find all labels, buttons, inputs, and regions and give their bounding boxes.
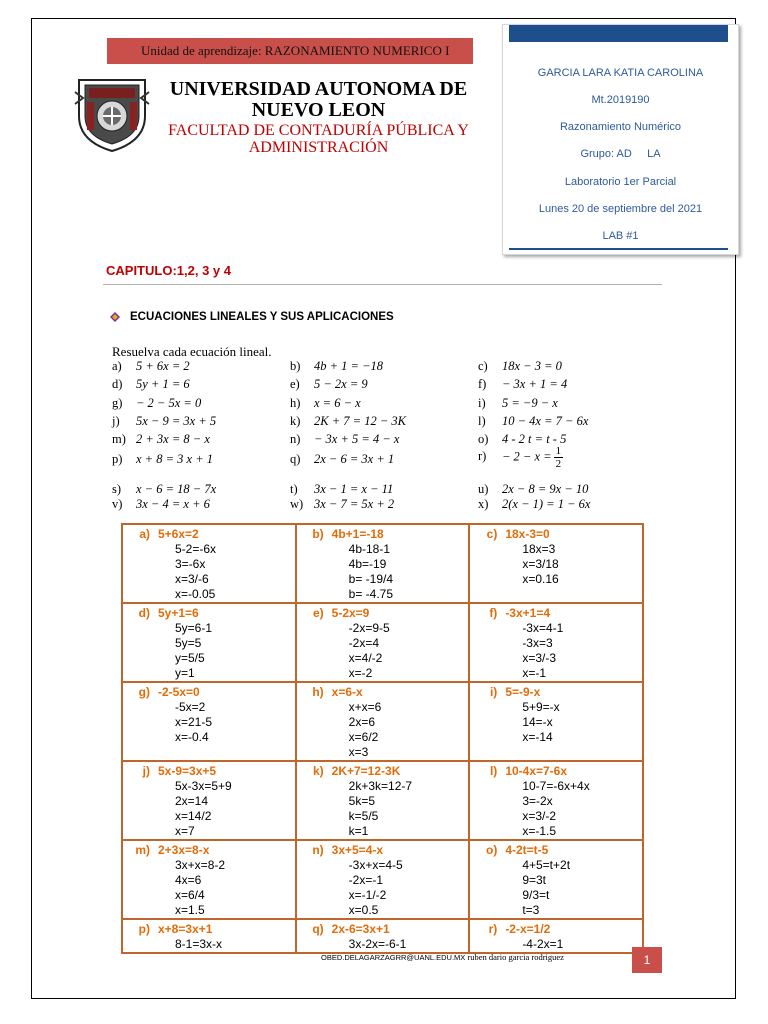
problem-item xyxy=(290,432,399,447)
solution-label: r) xyxy=(488,922,498,936)
solution-cell xyxy=(122,682,296,761)
solution-step: y=1 xyxy=(175,666,195,680)
solution-step: x=3/-6 xyxy=(175,572,209,586)
problem-equation: − 2 − x = xyxy=(502,449,552,464)
solution-label: n) xyxy=(312,843,324,857)
problem-label: d) xyxy=(112,377,123,391)
problem-item xyxy=(112,432,210,447)
solution-step: 10-7=-6x+4x xyxy=(522,779,590,793)
solution-step: x=0.16 xyxy=(522,572,559,586)
problem-label: i) xyxy=(478,396,486,410)
problem-label: u) xyxy=(478,482,489,496)
solution-step: 5y=6-1 xyxy=(175,621,213,635)
solution-step: 9=3t xyxy=(522,873,547,887)
solution-step: -2x=4 xyxy=(348,636,380,650)
solution-step: x=6/2 xyxy=(348,730,379,744)
problem-label: l) xyxy=(478,414,486,428)
solution-step: -2x=-1 xyxy=(348,873,384,887)
solution-equation: x=6-x xyxy=(331,685,363,699)
solution-step: 5-2=-6x xyxy=(175,542,217,556)
solution-step: x=21-5 xyxy=(175,715,213,729)
lab-title: Laboratorio 1er Parcial xyxy=(564,176,677,188)
problem-item xyxy=(290,377,368,392)
footer-author: ruben dario garcia rodriguez xyxy=(467,952,564,962)
instruction-text: Resuelva cada ecuación lineal. xyxy=(112,344,272,359)
problem-equation: x + 8 = 3 x + 1 xyxy=(136,452,214,466)
chapter-rule xyxy=(103,284,662,285)
lab-number: LAB #1 xyxy=(602,230,639,242)
solution-step: x=-0.4 xyxy=(175,730,209,744)
problem-label: r) xyxy=(478,449,487,464)
solution-heading xyxy=(297,843,469,858)
solution-step: 5+9=-x xyxy=(522,700,560,714)
problem-item xyxy=(112,497,210,512)
solution-heading xyxy=(470,764,642,779)
solution-cell xyxy=(469,603,643,682)
solution-cell xyxy=(469,524,643,603)
problem-label: o) xyxy=(478,432,489,446)
problem-label: e) xyxy=(290,377,300,391)
problem-equation: 2K + 7 = 12 − 3K xyxy=(314,414,406,428)
fraction-denominator: 2 xyxy=(555,458,562,470)
problem-item xyxy=(290,396,361,411)
solution-label: f) xyxy=(489,606,498,620)
problem-equation: 3x − 7 = 5x + 2 xyxy=(314,497,395,511)
solution-cell xyxy=(296,840,470,919)
solution-cell xyxy=(122,603,296,682)
faculty-name: FACULTAD DE CONTADURÍA PÚBLICA Y ADMINISTRACIÓN xyxy=(168,122,469,156)
solution-row xyxy=(122,840,643,919)
problem-equation: − 2 − 5x = 0 xyxy=(136,396,202,410)
problem-item xyxy=(112,482,216,497)
solution-heading xyxy=(470,685,642,700)
solution-step: x=0.5 xyxy=(348,903,379,917)
solution-step: 3x+x=8-2 xyxy=(175,858,226,872)
solution-row xyxy=(122,761,643,840)
solution-step: k=5/5 xyxy=(348,809,379,823)
problem-label: t) xyxy=(290,482,298,496)
solution-step: x=3/-3 xyxy=(522,651,556,665)
solution-cell xyxy=(296,603,470,682)
solution-step: 2x=14 xyxy=(175,794,209,808)
solution-step: -3x=3 xyxy=(522,636,553,650)
solution-equation: 5+6x=2 xyxy=(158,527,199,541)
solution-step: x=14/2 xyxy=(175,809,212,823)
solution-step: 4b-18-1 xyxy=(348,542,391,556)
group: Grupo: AD LA xyxy=(580,148,661,160)
info-card-divider xyxy=(509,248,728,250)
solution-step: b= -4.75 xyxy=(348,587,394,601)
problem-equation: 4 - 2 t = t - 5 xyxy=(502,432,567,446)
solution-label: a) xyxy=(139,527,150,541)
solution-label: g) xyxy=(138,685,150,699)
solution-label: i) xyxy=(489,685,498,699)
solution-step: -3x+x=4-5 xyxy=(348,858,403,872)
solution-step: b= -19/4 xyxy=(348,572,394,586)
date: Lunes 20 de septiembre del 2021 xyxy=(538,203,703,215)
problem-label: k) xyxy=(290,414,301,428)
problem-equation: 5 − 2x = 9 xyxy=(314,377,368,391)
info-card-top-bar xyxy=(509,25,728,42)
solution-label: c) xyxy=(486,527,498,541)
problem-label: v) xyxy=(112,497,123,511)
solution-cell xyxy=(469,919,643,953)
solution-step: x=3/-2 xyxy=(522,809,556,823)
solution-step: 9/3=t xyxy=(522,888,550,902)
solution-cell xyxy=(122,761,296,840)
solution-equation: 2+3x=8-x xyxy=(158,843,210,857)
solution-equation: 2K+7=12-3K xyxy=(331,764,401,778)
solution-equation: -2-5x=0 xyxy=(158,685,200,699)
solution-heading xyxy=(297,685,469,700)
solution-label: q) xyxy=(312,922,324,936)
solution-heading xyxy=(123,843,295,858)
solution-step: -2x=9-5 xyxy=(348,621,390,635)
solution-step: x+x=6 xyxy=(348,700,382,714)
problem-item xyxy=(290,482,393,497)
solution-label: d) xyxy=(138,606,150,620)
solution-step: x=-1 xyxy=(522,666,546,680)
problem-equation: 5 = −9 − x xyxy=(502,396,558,410)
student-id: Mt.2019190 xyxy=(591,94,650,106)
solution-step: 4+5=t+2t xyxy=(522,858,571,872)
solution-equation: 3x+5=4-x xyxy=(331,843,384,857)
problem-label: s) xyxy=(112,482,122,496)
problem-label: h) xyxy=(290,396,301,410)
bullet-icon xyxy=(110,312,120,322)
solution-step: x=-0.05 xyxy=(175,587,216,601)
solution-heading xyxy=(297,527,469,542)
problem-equation: x = 6 − x xyxy=(314,396,361,410)
solution-step: x=-1.5 xyxy=(522,824,556,838)
solution-step: x=3 xyxy=(348,745,369,759)
problem-item xyxy=(112,359,190,374)
solution-step: x=-2 xyxy=(348,666,373,680)
solution-step: x=7 xyxy=(175,824,195,838)
solution-step: k=1 xyxy=(348,824,369,838)
solution-label: e) xyxy=(312,606,324,620)
solution-cell xyxy=(296,919,470,953)
solution-row xyxy=(122,603,643,682)
solution-step: 2x=6 xyxy=(348,715,376,729)
solution-heading xyxy=(470,527,642,542)
solution-row xyxy=(122,682,643,761)
fraction xyxy=(554,445,564,470)
solution-label: j) xyxy=(142,764,150,778)
section-title: ECUACIONES LINEALES Y SUS APLICACIONES xyxy=(130,311,394,323)
problem-label: n) xyxy=(290,432,301,446)
solution-step: 3=-6x xyxy=(175,557,206,571)
solution-step: -4-2x=1 xyxy=(522,937,564,951)
problem-item xyxy=(478,497,590,512)
problem-item xyxy=(112,377,190,392)
solution-step: 5k=5 xyxy=(348,794,376,808)
solution-step: 8-1=3x-x xyxy=(175,937,223,951)
solution-heading xyxy=(470,606,642,621)
problem-item xyxy=(290,452,394,467)
solution-heading xyxy=(297,606,469,621)
fraction-numerator: 1 xyxy=(555,445,562,457)
solution-equation: 5-2x=9 xyxy=(331,606,370,620)
solution-step: 5y=5 xyxy=(175,636,202,650)
solution-heading xyxy=(123,606,295,621)
solution-equation: 4b+1=-18 xyxy=(331,527,384,541)
solution-row xyxy=(122,919,643,953)
solution-step: x=4/-2 xyxy=(348,651,383,665)
problem-item xyxy=(112,396,201,411)
solution-cell xyxy=(469,761,643,840)
problem-label: p) xyxy=(112,452,123,466)
problem-equation: 2x − 8 = 9x − 10 xyxy=(502,482,589,496)
solution-equation: -2-x=1/2 xyxy=(505,922,551,936)
solution-row xyxy=(122,524,643,603)
course-name: Razonamiento Numérico xyxy=(559,121,682,133)
solution-label: p) xyxy=(138,922,150,936)
solution-equation: -3x+1=4 xyxy=(505,606,551,620)
university-name: UNIVERSIDAD AUTONOMA DE NUEVO LEON xyxy=(169,78,468,121)
problem-equation: x − 6 = 18 − 7x xyxy=(136,482,217,496)
unit-banner: Unidad de aprendizaje: RAZONAMIENTO NUMERICO I xyxy=(107,38,473,64)
solution-equation: 5y+1=6 xyxy=(158,606,199,620)
footer-email: OBED.DELAGARZAGRR@UANL.EDU.MX xyxy=(321,953,466,962)
problem-item xyxy=(478,396,558,411)
solution-step: x=-14 xyxy=(522,730,553,744)
student-name: GARCIA LARA KATIA CAROLINA xyxy=(537,67,704,79)
problem-item xyxy=(478,377,567,392)
problem-item xyxy=(290,414,406,429)
solution-label: o) xyxy=(485,843,498,857)
footer-credit xyxy=(321,952,564,962)
problem-label: q) xyxy=(290,452,301,466)
problem-item xyxy=(112,414,216,429)
problem-label: a) xyxy=(112,359,122,373)
solution-cell xyxy=(296,524,470,603)
problem-label: f) xyxy=(478,377,487,391)
problem-item xyxy=(112,452,213,467)
problem-equation: − 3x + 5 = 4 − x xyxy=(314,432,400,446)
problem-equation: − 3x + 1 = 4 xyxy=(502,377,568,391)
solution-step: 2k+3k=12-7 xyxy=(348,779,413,793)
problem-label: b) xyxy=(290,359,301,373)
problem-equation: 2(x − 1) = 1 − 6x xyxy=(502,497,591,511)
solution-step: t=3 xyxy=(522,903,540,917)
problem-item xyxy=(478,414,588,429)
solutions-table xyxy=(121,523,644,954)
solution-label: k) xyxy=(312,764,324,778)
solution-heading xyxy=(123,922,295,937)
solution-cell xyxy=(296,761,470,840)
problem-equation: 10 − 4x = 7 − 6x xyxy=(502,414,589,428)
solution-equation: x+8=3x+1 xyxy=(158,922,213,936)
solution-heading xyxy=(297,922,469,937)
solution-step: 3=-2x xyxy=(522,794,553,808)
solution-cell xyxy=(469,682,643,761)
solution-step: x=1.5 xyxy=(175,903,205,917)
solution-heading xyxy=(123,764,295,779)
solution-heading xyxy=(470,922,642,937)
problem-equation: 4b + 1 = −18 xyxy=(314,359,384,373)
solution-step: 5x-3x=5+9 xyxy=(175,779,232,793)
solution-heading xyxy=(470,843,642,858)
solution-equation: 18x-3=0 xyxy=(505,527,550,541)
solution-label: h) xyxy=(312,685,324,699)
solution-heading xyxy=(123,685,295,700)
solution-cell xyxy=(296,682,470,761)
problem-label: j) xyxy=(112,414,120,428)
problem-equation: 5 + 6x = 2 xyxy=(136,359,190,373)
problem-label: w) xyxy=(290,497,304,511)
problem-item xyxy=(478,359,562,374)
problem-item xyxy=(290,497,394,512)
student-info-card xyxy=(502,24,739,255)
solution-step: x=-1/-2 xyxy=(348,888,387,902)
solution-cell xyxy=(469,840,643,919)
chapter-heading: CAPITULO:1,2, 3 y 4 xyxy=(106,263,231,278)
solution-equation: 5=-9-x xyxy=(505,685,541,699)
solution-heading xyxy=(123,527,295,542)
solution-step: 14=-x xyxy=(522,715,553,729)
solution-equation: 4-2t=t-5 xyxy=(505,843,549,857)
solution-step: x=3/18 xyxy=(522,557,559,571)
solution-step: 4x=6 xyxy=(175,873,202,887)
problem-equation: 2 + 3x = 8 − x xyxy=(136,432,210,446)
solution-heading xyxy=(297,764,469,779)
page-number: 1 xyxy=(632,947,662,973)
problem-label: c) xyxy=(478,359,488,373)
problem-equation: 2x − 6 = 3x + 1 xyxy=(314,452,395,466)
solution-step: y=5/5 xyxy=(175,651,205,665)
solution-step: x=6/4 xyxy=(175,888,205,902)
section-heading xyxy=(130,311,394,323)
solution-equation: 10-4x=7-6x xyxy=(505,764,568,778)
solution-label: l) xyxy=(489,764,498,778)
problem-label: x) xyxy=(478,497,489,511)
solution-step: -3x=4-1 xyxy=(522,621,564,635)
solution-cell xyxy=(122,524,296,603)
problem-label: m) xyxy=(112,432,126,446)
solution-step: 4b=-19 xyxy=(348,557,387,571)
solution-step: 3x-2x=-6-1 xyxy=(348,937,407,951)
solution-step: -5x=2 xyxy=(175,700,206,714)
solution-equation: 2x-6=3x+1 xyxy=(331,922,390,936)
problem-equation: 3x − 1 = x − 11 xyxy=(314,482,394,496)
solution-cell xyxy=(122,919,296,953)
problem-equation: 3x − 4 = x + 6 xyxy=(136,497,210,511)
problem-label: g) xyxy=(112,396,123,410)
problem-item xyxy=(290,359,383,374)
problem-item xyxy=(478,445,563,470)
solution-label: b) xyxy=(312,527,324,541)
solution-cell xyxy=(122,840,296,919)
solution-equation: 5x-9=3x+5 xyxy=(158,764,217,778)
solution-label: m) xyxy=(135,843,150,857)
solution-step: 18x=3 xyxy=(522,542,556,556)
problem-equation: 5y + 1 = 6 xyxy=(136,377,190,391)
problem-equation: 5x − 9 = 3x + 5 xyxy=(136,414,217,428)
problem-equation: 18x − 3 = 0 xyxy=(502,359,562,373)
problem-item xyxy=(478,482,588,497)
university-crest-icon xyxy=(73,72,151,152)
